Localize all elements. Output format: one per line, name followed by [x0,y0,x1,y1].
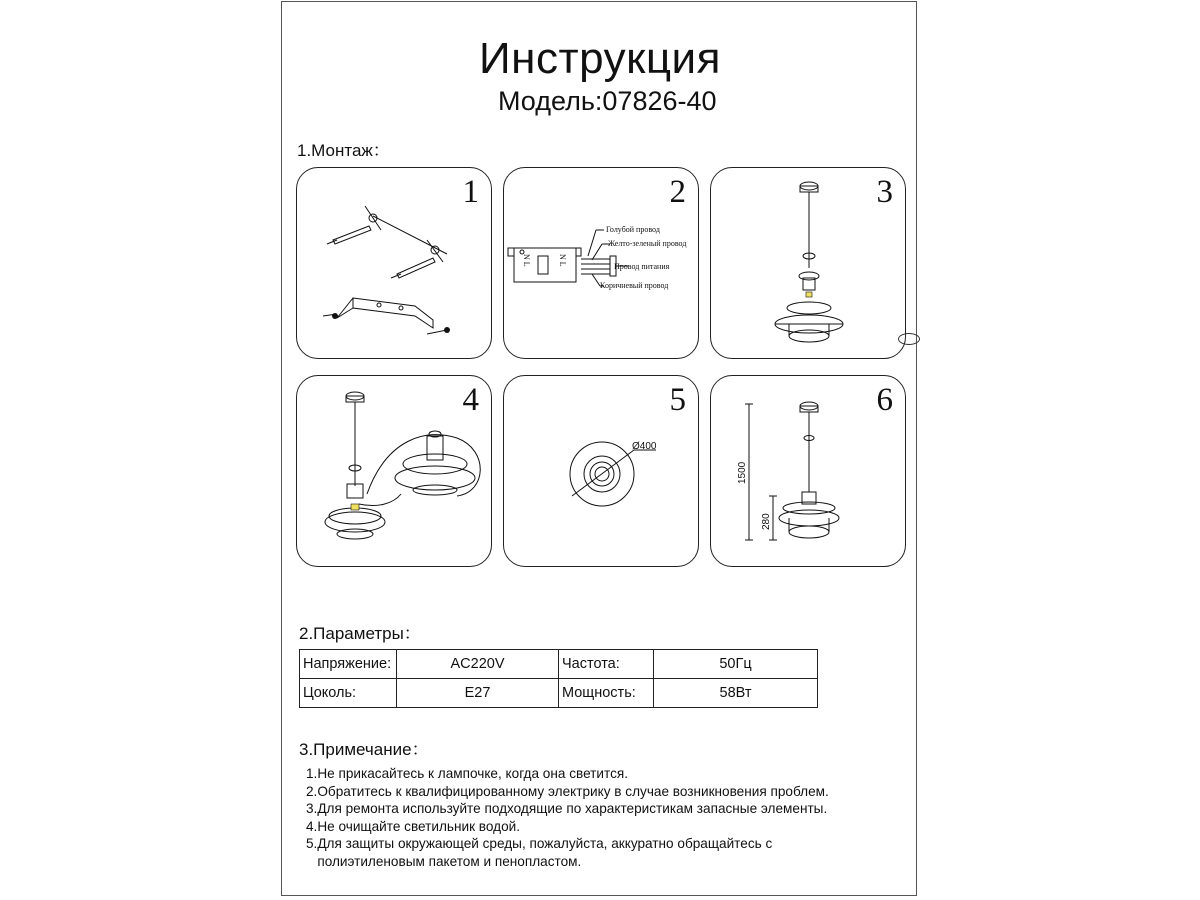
section-parameters-heading: 2.Параметры： [299,624,421,643]
step-1-diagram [297,168,492,359]
note-item: полиэтиленовым пакетом и пенопластом. [306,853,582,869]
margin-circle-mark [898,333,920,345]
step-1-number: 1 [462,174,479,210]
terminal-label-right: N L [558,254,567,267]
parameters-table [299,649,818,708]
terminal-label-left: N L [522,254,531,267]
note-item: 4.Не очищайте светильник водой. [306,818,521,834]
step-3-number: 3 [876,174,893,210]
step-3-panel [710,167,906,359]
model-number: Модель:07826-40 [498,86,717,116]
note-item: 1.Не прикасайтесь к лампочке, когда она светится. [306,766,629,781]
note-item: 3.Для ремонта используйте подходящие по характеристикам запасные элементы. [306,801,828,817]
param-label-voltage: Напряжение: [300,650,397,679]
step-4-number: 4 [462,382,479,418]
param-label-socket: Цоколь: [300,679,397,708]
step-6-diagram [711,376,906,567]
step-3-diagram [711,168,906,359]
table-row [300,650,818,679]
step-6-number: 6 [876,382,893,418]
step-1-panel [296,167,492,359]
param-label-power: Мощность: [559,679,654,708]
param-value-power: 58Вт [654,679,818,708]
param-value-frequency: 50Гц [654,650,818,679]
step-6-panel [710,375,906,567]
height-shade-label: 280 [761,513,772,530]
step-5-number: 5 [669,382,686,418]
section-notes-heading: 3.Примечание： [299,740,429,759]
note-item: 5.Для защиты окружающей среды, пожалуйста, аккуратно обращайтесь с [306,836,773,852]
table-row [300,679,818,708]
step-4-panel [296,375,492,567]
note-item: 2.Обратитесь к квалифицированному электрику в случае возникновения проблем. [306,783,829,799]
wire-label-yellow-green: Желто-зеленый провод [608,239,687,248]
notes-list [306,765,829,871]
step-4-diagram [297,376,492,567]
wire-label-power: Провод питания [614,262,670,271]
document-title: Инструкция [479,34,721,83]
param-value-voltage: AC220V [397,650,559,679]
step-2-panel [503,167,699,359]
wire-label-blue: Голубой провод [606,225,660,234]
step-2-number: 2 [669,174,686,210]
section-mounting-heading: 1.Монтаж： [297,141,390,160]
height-total-label: 1500 [737,461,748,484]
step-5-panel [503,375,699,567]
wire-label-brown: Коричневый провод [600,281,669,290]
diameter-label: Ø400 [632,441,657,452]
step-2-diagram [504,168,699,359]
param-label-frequency: Частота: [559,650,654,679]
step-5-diagram [504,376,699,567]
param-value-socket: E27 [397,679,559,708]
